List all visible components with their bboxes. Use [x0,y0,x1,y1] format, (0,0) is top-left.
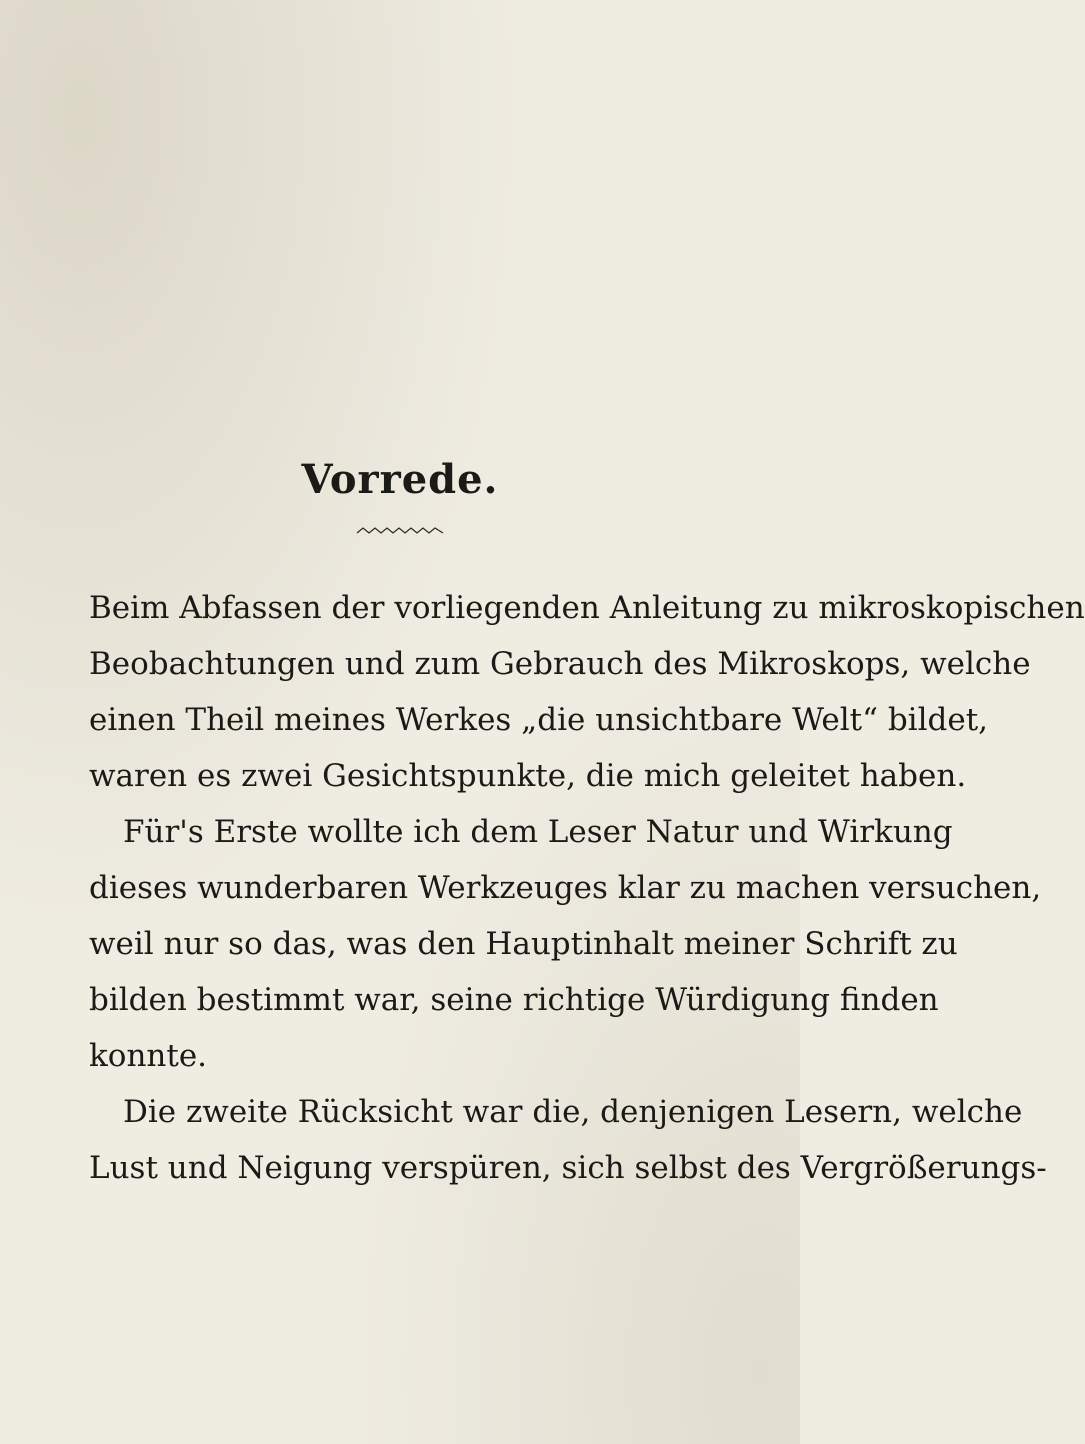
text-line: weil nur so das, was den Hauptinhalt meiner Schrift zu [89,926,958,962]
text-line: waren es zwei Gesichtspunkte, die mich geleitet haben. [89,758,967,794]
text-line: Für's Erste wollte ich dem Leser Natur und Wirkung [123,814,953,850]
text-line: Beim Abfassen der vorliegenden Anleitung zu mikroskopischen [89,590,1085,626]
decorative-rule [0,524,800,544]
text-line: bilden bestimmt war, seine richtige Würdigung finden [89,982,939,1018]
text-line: Beobachtungen und zum Gebrauch des Mikroskops, welche [89,646,1031,682]
text-line: dieses wunderbaren Werkzeuges klar zu machen versuchen, [89,870,1042,906]
text-line: einen Theil meines Werkes „die unsichtbare Welt“ bildet, [89,702,989,738]
wavy-ornament-icon [355,524,445,538]
text-line: Die zweite Rücksicht war die, denjenigen Lesern, welche [123,1094,1023,1130]
text-line: konnte. [89,1038,208,1074]
page-title: Vorrede. [301,456,499,503]
text-line: Lust und Neigung verspüren, sich selbst des Vergrößerungs- [89,1150,1047,1186]
preface-body [89,580,1085,1196]
